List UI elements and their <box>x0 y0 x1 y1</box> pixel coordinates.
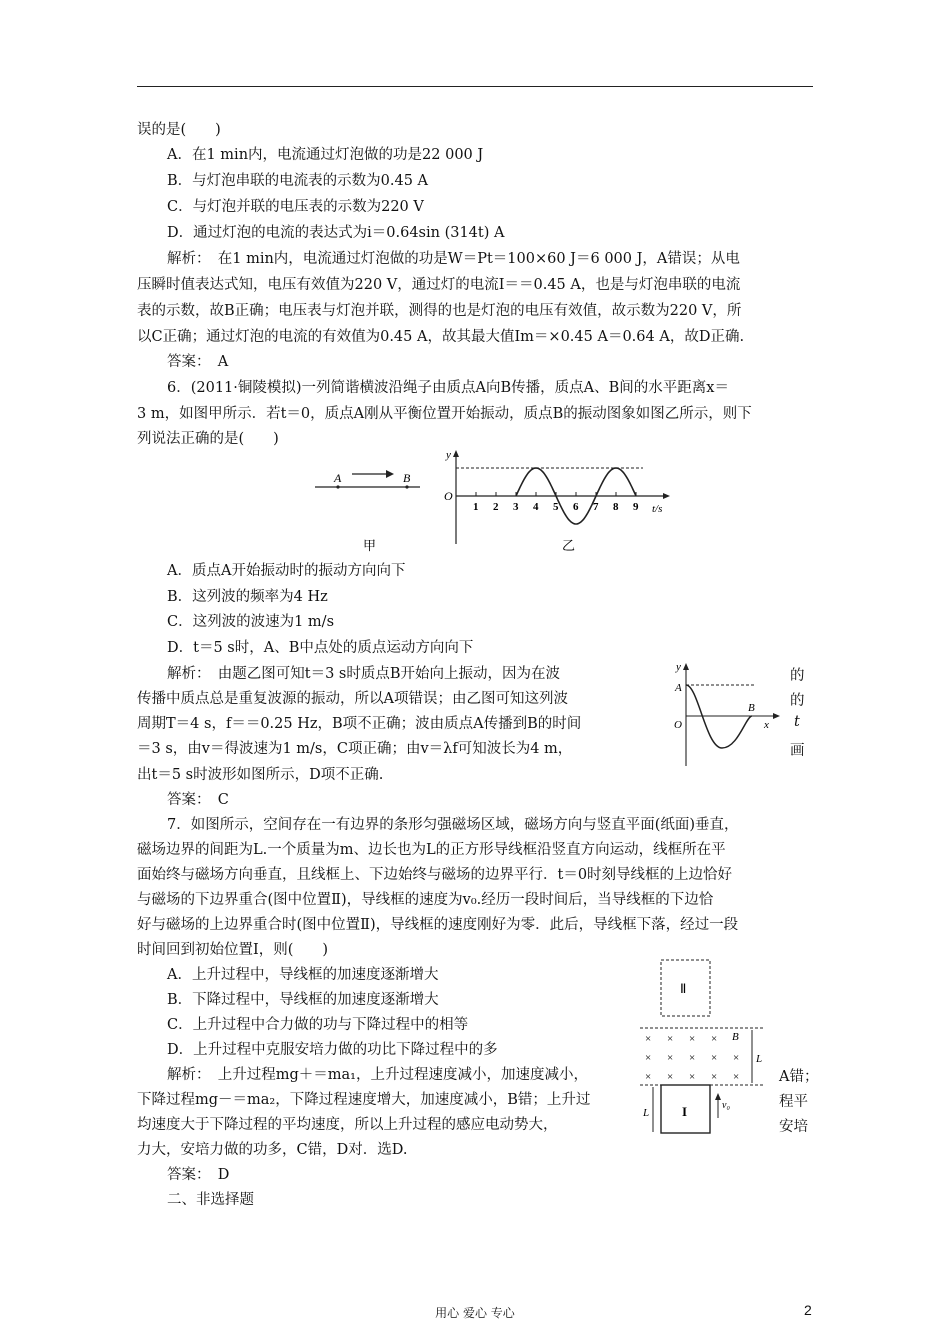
tick-label: 9 <box>633 501 639 513</box>
t-arrow-icon <box>663 493 670 499</box>
footer: 用心 爱心 专心 <box>435 1306 515 1320</box>
analysis-line: 解析： 在1 min内，电流通过灯泡做的功是W＝Pt＝100×60 J＝6 000 J，A错误；从电 <box>167 251 740 267</box>
question-line: 与磁场的下边界重合(图中位置Ⅱ)，导线框的速度为v₀.经历一段时间后，当导线框的下边恰 <box>137 892 714 908</box>
tick-label: 3 <box>513 501 519 513</box>
tick-label: 4 <box>533 501 539 513</box>
right-fragment: t <box>794 714 800 730</box>
field-cross-icon: × <box>667 1071 674 1083</box>
right-fragment: 安培 <box>779 1119 808 1135</box>
option-b: B．与灯泡串联的电流表的示数为0.45 A <box>167 173 429 189</box>
caption-yi: 乙 <box>562 538 576 553</box>
figure-jia <box>310 458 430 558</box>
field-cross-icon: × <box>711 1033 718 1045</box>
field-cross-icon: × <box>667 1052 674 1064</box>
x-label: x <box>764 719 769 731</box>
figure-wave-snapshot <box>666 662 786 772</box>
option-b: B．下降过程中，导线框的加速度逐渐增大 <box>167 992 439 1008</box>
right-fragment: A错； <box>779 1069 819 1085</box>
point-b-dot <box>405 485 408 488</box>
analysis-line: 周期T＝4 s，f＝＝0.25 Hz，B项不正确；波由质点A传播到B的时间 <box>137 716 582 732</box>
a-label: A <box>675 682 682 694</box>
option-d: D．上升过程中克服安培力做的功比下降过程中的多 <box>167 1042 498 1058</box>
analysis-line: 出t＝5 s时波形如图所示，D项不正确. <box>137 767 384 783</box>
field-cross-icon: × <box>711 1052 718 1064</box>
y-arrow-icon <box>683 663 689 670</box>
analysis-line: 以C正确；通过灯泡的电流的有效值为0.45 A，故其最大值Im＝×0.45 A＝0.64 A，故D正确. <box>137 329 745 345</box>
answer-line: 答案： C <box>167 792 229 808</box>
x-arrow-icon <box>773 713 780 719</box>
y-arrow-icon <box>453 450 459 457</box>
tick-label: 7 <box>593 501 599 513</box>
option-c: C．这列波的波速为1 m/s <box>167 614 335 630</box>
v0-label: v₀ <box>722 1100 730 1111</box>
l-label: L <box>756 1053 763 1065</box>
option-d: D．通过灯泡的电流的表达式为i＝0.64sin (314t) A <box>167 225 505 241</box>
analysis-line: 均速度大于下降过程的平均速度，所以上升过程的感应电动势大， <box>137 1117 558 1133</box>
tick-label: 5 <box>553 501 559 513</box>
label-i: I <box>682 1104 688 1119</box>
question-line: 面始终与磁场方向垂直，且线框上、下边始终与磁场的边界平行．t＝0时刻导线框的上边恰好 <box>137 867 733 883</box>
b-label: B <box>748 702 755 714</box>
analysis-line: 下降过程mg－＝ma₂，下降过程速度增大，加速度减小，B错；上升过 <box>137 1092 591 1108</box>
field-cross-icon: × <box>689 1033 696 1045</box>
field-cross-icon: × <box>645 1071 652 1083</box>
y-label: y <box>446 449 451 461</box>
option-a: A．在1 min内，电流通过灯泡做的功是22 000 J <box>167 147 484 163</box>
field-cross-icon: × <box>645 1052 652 1064</box>
answer-line: 答案： D <box>167 1167 230 1183</box>
option-c: C．与灯泡并联的电压表的示数为220 V <box>167 199 424 215</box>
page-number: 2 <box>804 1302 812 1318</box>
point-a-label: A <box>334 471 342 485</box>
field-cross-icon: × <box>733 1052 740 1064</box>
b-label: B <box>732 1031 739 1043</box>
analysis-line: 解析： 由题乙图可知t＝3 s时质点B开始向上振动，因为在波 <box>167 666 561 682</box>
text-line: 误的是( ) <box>137 122 221 138</box>
tick-label: 1 <box>473 501 479 513</box>
section-heading: 二、非选择题 <box>167 1192 254 1208</box>
option-b: B．这列波的频率为4 Hz <box>167 589 328 605</box>
header-rule <box>137 86 813 87</box>
answer-line: 答案： A <box>167 354 229 370</box>
origin-label: O <box>674 719 682 731</box>
arrow-head-icon <box>386 470 394 478</box>
caption-jia: 甲 <box>363 538 377 553</box>
t-label: t/s <box>652 503 663 515</box>
field-cross-icon: × <box>711 1071 718 1083</box>
question-line: 3 m，如图甲所示．若t＝0，质点A刚从平衡位置开始振动，质点B的振动图象如图乙所示，则下 <box>137 406 752 422</box>
option-c: C．上升过程中合力做的功与下降过程中的相等 <box>167 1017 469 1033</box>
analysis-line: 压瞬时值表达式知，电压有效值为220 V，通过灯的电流I＝＝0.45 A，也是与灯泡串联的电流 <box>137 277 741 293</box>
field-cross-icon: × <box>667 1033 674 1045</box>
analysis-line: 表的示数，故B正确；电压表与灯泡并联，测得的也是灯泡的电压有效值，故示数为220 V，所 <box>137 303 742 319</box>
origin-label: O <box>444 489 453 503</box>
field-cross-icon: × <box>689 1052 696 1064</box>
question-line: 列说法正确的是( ) <box>137 431 279 447</box>
analysis-line: 力大，安培力做的功多，C错，D对．选D. <box>137 1142 408 1158</box>
question-line: 7．如图所示，空间存在一有边界的条形匀强磁场区域，磁场方向与竖直平面(纸面)垂直， <box>167 817 739 833</box>
field-cross-icon: × <box>645 1033 652 1045</box>
question-line: 磁场边界的间距为L.一个质量为m、边长也为L的正方形导线框沿竖直方向运动，线框所在平 <box>137 842 726 858</box>
question-line: 6．(2011·铜陵模拟)一列简谐横波沿绳子由质点A向B传播，质点A、B间的水平距离x＝ <box>167 380 729 396</box>
tick-label: 6 <box>573 501 579 513</box>
figure-yi <box>438 448 678 556</box>
question-line: 时间回到初始位置Ⅰ，则( ) <box>137 942 329 958</box>
analysis-line: 传播中质点总是重复波源的振动，所以A项错误；由乙图可知这列波 <box>137 691 568 707</box>
tick-label: 2 <box>493 501 499 513</box>
figure-frame <box>640 958 780 1138</box>
tick-label: 8 <box>613 501 619 513</box>
right-fragment: 画 <box>790 743 805 759</box>
right-fragment: 的 <box>790 693 805 709</box>
analysis-line: 解析： 上升过程mg＋＝ma₁，上升过程速度减小，加速度减小， <box>167 1067 588 1083</box>
l-label-2: L <box>643 1107 650 1119</box>
option-d: D．t＝5 s时，A、B中点处的质点运动方向向下 <box>167 640 474 656</box>
field-cross-icon: × <box>689 1071 696 1083</box>
point-a-dot <box>336 485 339 488</box>
question-line: 好与磁场的上边界重合时(图中位置Ⅱ)，导线框的速度刚好为零．此后，导线框下落，经过一段 <box>137 917 739 933</box>
right-fragment: 程平 <box>779 1094 808 1110</box>
velocity-arrow-icon <box>715 1093 721 1100</box>
analysis-line: ＝3 s，由v＝得波速为1 m/s，C项正确；由v＝λf可知波长为4 m， <box>137 741 573 757</box>
field-cross-icon: × <box>733 1071 740 1083</box>
right-fragment: 的 <box>790 668 805 684</box>
option-a: A．质点A开始振动时的振动方向向下 <box>167 563 406 579</box>
point-b-label: B <box>403 471 411 485</box>
y-label: y <box>676 662 681 673</box>
option-a: A．上升过程中，导线框的加速度逐渐增大 <box>167 967 439 983</box>
label-ii: Ⅱ <box>680 981 687 996</box>
